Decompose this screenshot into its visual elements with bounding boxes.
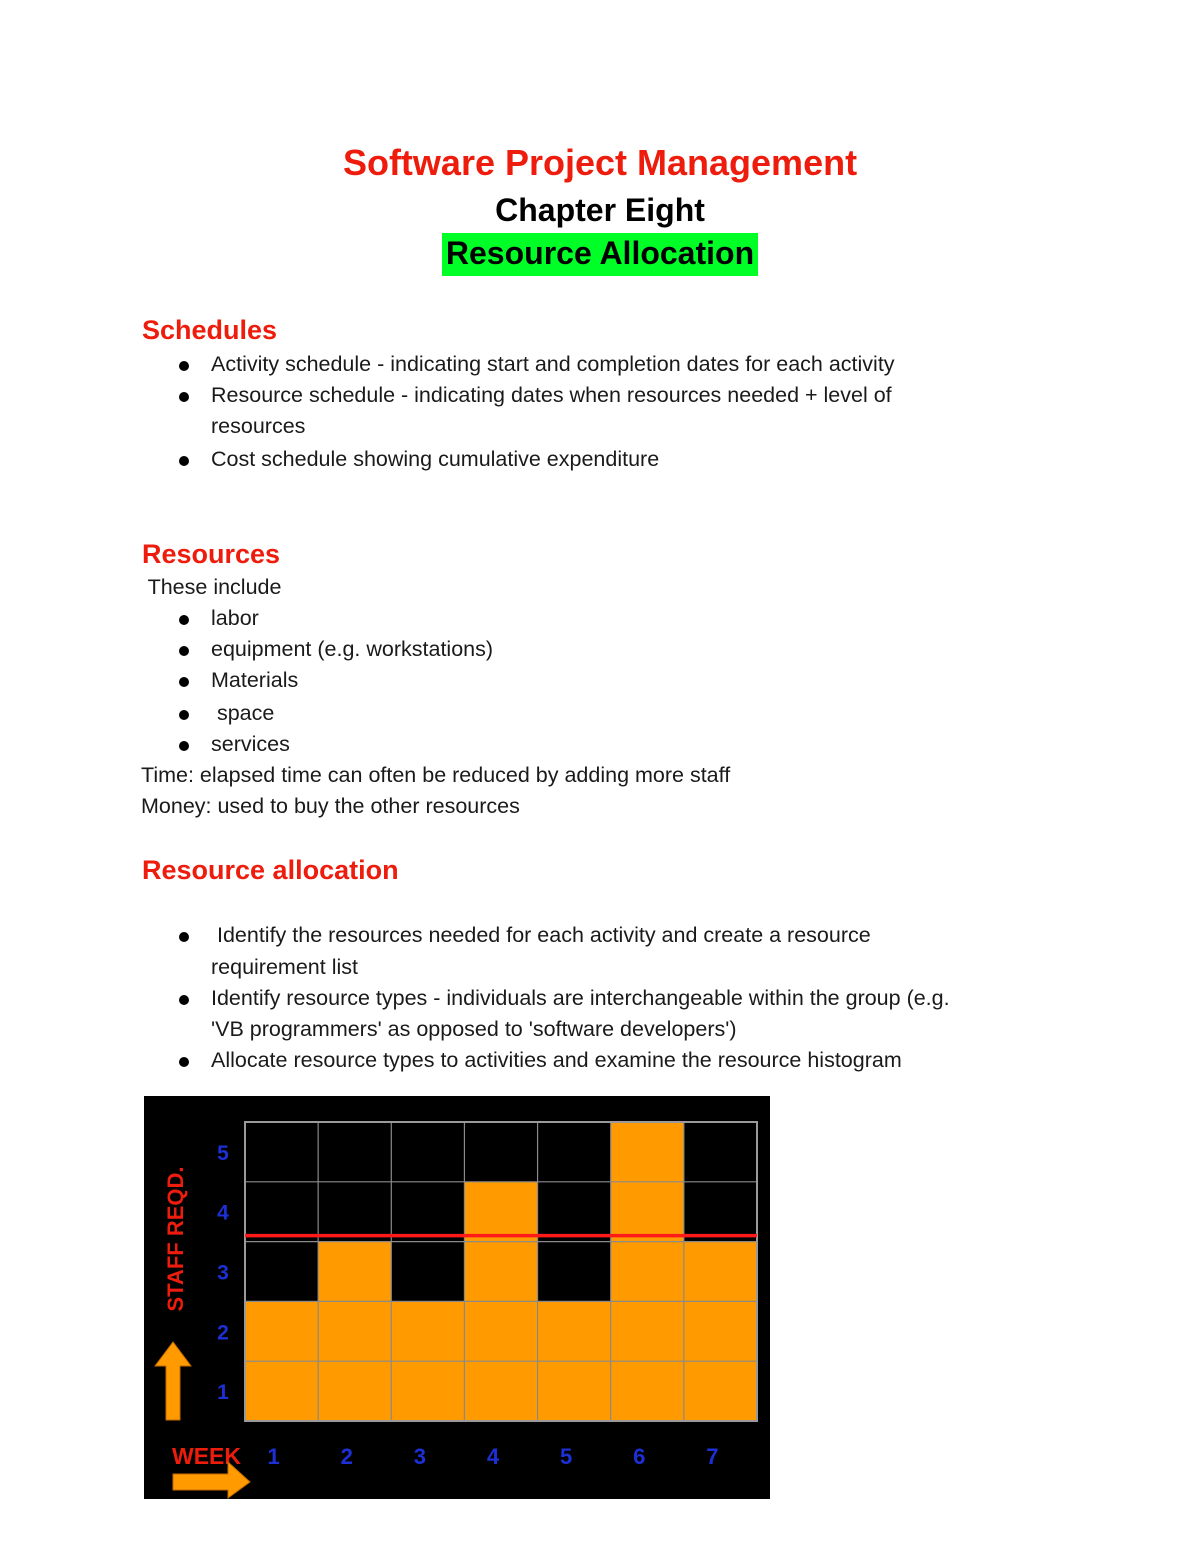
bullet-icon	[179, 615, 189, 625]
resource-histogram	[144, 1096, 770, 1499]
schedules-item: Cost schedule showing cumulative expenditure	[211, 447, 660, 471]
money-note: Money: used to buy the other resources	[141, 794, 520, 818]
bullet-icon	[179, 646, 189, 656]
resources-item: labor	[211, 606, 259, 630]
y-tick-label: 3	[217, 1261, 229, 1285]
resources-item: space	[211, 701, 275, 725]
highlighted-topic: Resource Allocation	[442, 233, 758, 276]
x-tick-label: 2	[340, 1444, 353, 1469]
allocation-heading: Resource allocation	[142, 855, 399, 885]
x-tick-label: 4	[486, 1444, 500, 1469]
bullet-icon	[179, 995, 189, 1005]
x-tick-label: 1	[267, 1444, 280, 1469]
resources-item: services	[211, 732, 290, 756]
schedules-item-continued: resources	[211, 414, 306, 438]
document-title: Software Project Management	[342, 142, 858, 183]
histogram-svg	[144, 1096, 770, 1499]
bullet-icon	[179, 741, 189, 751]
allocation-item: Identify the resources needed for each activity and create a resource	[211, 923, 871, 947]
x-tick-label: 7	[706, 1444, 719, 1469]
resources-intro: These include	[142, 575, 282, 599]
x-tick-label: 3	[413, 1444, 426, 1469]
bullet-icon	[179, 1057, 189, 1067]
y-tick-label: 1	[217, 1381, 229, 1405]
allocation-item-continued: 'VB programmers' as opposed to 'software developers')	[211, 1017, 737, 1041]
y-tick-label: 2	[217, 1321, 229, 1345]
allocation-item: Identify resource types - individuals are interchangeable within the group (e.g.	[211, 986, 950, 1010]
schedules-item: Activity schedule - indicating start and completion dates for each activity	[211, 352, 895, 376]
resources-item: equipment (e.g. workstations)	[211, 637, 494, 661]
bullet-icon	[179, 932, 189, 942]
chapter-subtitle: Chapter Eight	[495, 192, 705, 228]
allocation-item: Allocate resource types to activities and examine the resource histogram	[211, 1048, 902, 1072]
highlight-wrapper	[0, 233, 1200, 276]
y-tick-label: 5	[217, 1141, 229, 1165]
allocation-item-continued: requirement list	[211, 955, 358, 979]
y-tick-label: 4	[217, 1201, 229, 1225]
resources-item: Materials	[211, 668, 299, 692]
bullet-icon	[179, 361, 189, 371]
bar-week-7	[684, 1242, 757, 1421]
bullet-icon	[179, 392, 189, 402]
bullet-icon	[179, 710, 189, 720]
resources-heading: Resources	[142, 539, 281, 569]
time-note: Time: elapsed time can often be reduced by adding more staff	[141, 763, 731, 787]
x-axis-label: WEEK	[172, 1443, 241, 1469]
bar-week-6	[611, 1122, 684, 1421]
schedules-item: Resource schedule - indicating dates when resources needed + level of	[211, 383, 892, 407]
schedules-heading: Schedules	[142, 315, 278, 345]
bar-week-2	[318, 1242, 391, 1421]
bullet-icon	[179, 456, 189, 466]
y-axis-label: STAFF REQD.	[163, 1166, 188, 1312]
up-arrow-icon	[155, 1342, 191, 1420]
x-tick-label: 5	[560, 1444, 573, 1469]
bullet-icon	[179, 677, 189, 687]
x-tick-label: 6	[633, 1444, 646, 1469]
